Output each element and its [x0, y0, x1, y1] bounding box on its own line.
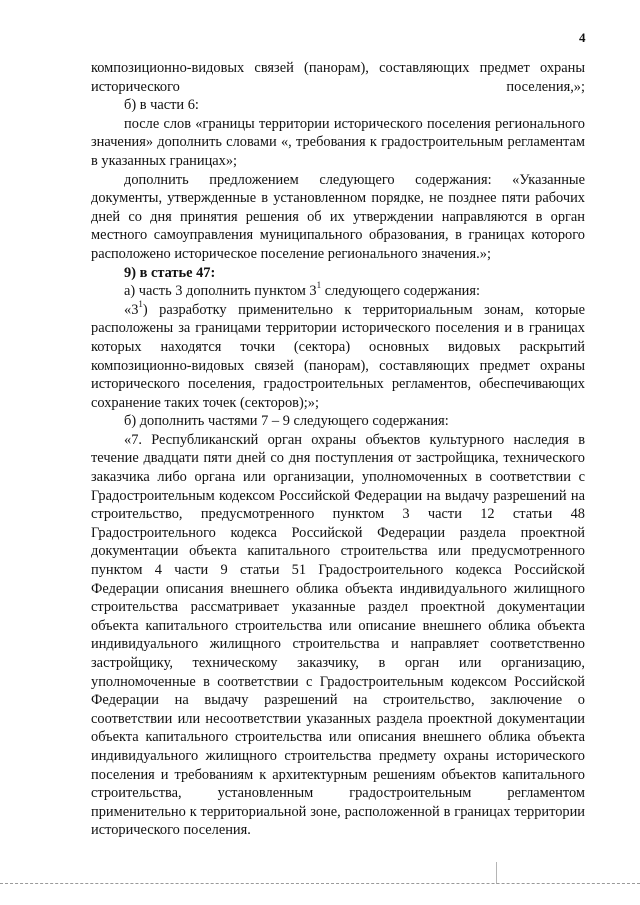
item-3-1-text-before: «3 [124, 301, 139, 318]
paragraph-part7: «7. Республиканский орган охраны объектов культурного наследия в течение двадцати пяти дней со дня поступления от застройщика, технического заказчика либо органа или организации, уполномоченных в соответствии с Градостроительным кодексом Российской Федерации на выдачу разрешений на строительство, предусмотренного пунктом 3 части 12 статьи 48 Градостроительного кодекса Российской Федерации раздела проектной документации объекта капитального строительства или предусмотренного пунктом 4 части 9 статьи 51 Градостроительного кодекса Российской Федерации описания внешнего облика объекта индивидуального жилищного строительства рассматривает указанные раздел проектной документации объекта капитального строительства или описание внешнего облика объекта индивидуального жилищного строительства и направляет соответственно застройщику, техническому заказчику, в орган или организацию, уполномоченные в соответствии с Градостроительным кодексом Российской Федерации на выдачу разрешений на строительство, заключение о соответствии или несоответствии указанных раздела проектной документации объекта капитального строительства или описания внешнего облика объекта индивидуального жилищного строительства предмету охраны исторического поселения и требованиям к архитектурным решениям объектов капитального строительства, установленным градостроительным регламентом применительно к территориальной зоне, расположенной в границах территории исторического поселения. [91, 431, 585, 839]
item-3-1-text-after: ) разработку применительно к территориальным зонам, которые расположены за границами территории исторического поселения и в границах которых находятся точки (сектора) основных видовых раскрытий композиционно-видовых связей (панорам), составляющих предмет охраны исторического поселения, градостроительных регламентов, обеспечивающих сохранение таких точек (секторов);»; [91, 301, 585, 411]
article-47-heading: 9) в статье 47: [124, 264, 216, 281]
scan-artifact-mark [496, 862, 497, 884]
item-3-1-superscript: 1 [138, 298, 143, 309]
part3-text-before: а) часть 3 дополнить пунктом 3 [124, 283, 317, 300]
document-body [91, 59, 585, 840]
part3-superscript: 1 [316, 280, 322, 291]
paragraph-part3-add [91, 282, 585, 301]
paragraph-parts-7-9: б) дополнить частями 7 – 9 следующего содержания: [124, 413, 449, 430]
paragraph-continuation: композиционно-видовых связей (панорам), составляющих предмет охраны исторического поселения,»; [91, 60, 585, 95]
paragraph-after-words: после слов «границы территории исторического поселения регионального значения» дополнить словами «, требования к градостроительным регламентам в указанных границах»; [91, 115, 585, 169]
scan-artifact-rule [0, 883, 640, 885]
part3-text-after: следующего содержания: [321, 283, 480, 300]
paragraph-part6: б) в части 6: [124, 97, 199, 114]
paragraph-add-sentence: дополнить предложением следующего содержания: «Указанные документы, утвержденные в установленном порядке, не позднее пяти рабочих дней со дня принятия решения об их утверждении направляются в орган местного самоуправления муниципального образования, в границах которого расположено историческое поселение регионального значения.»; [91, 171, 585, 262]
page-number: 4 [579, 30, 586, 45]
paragraph-item-3-1 [91, 298, 585, 413]
